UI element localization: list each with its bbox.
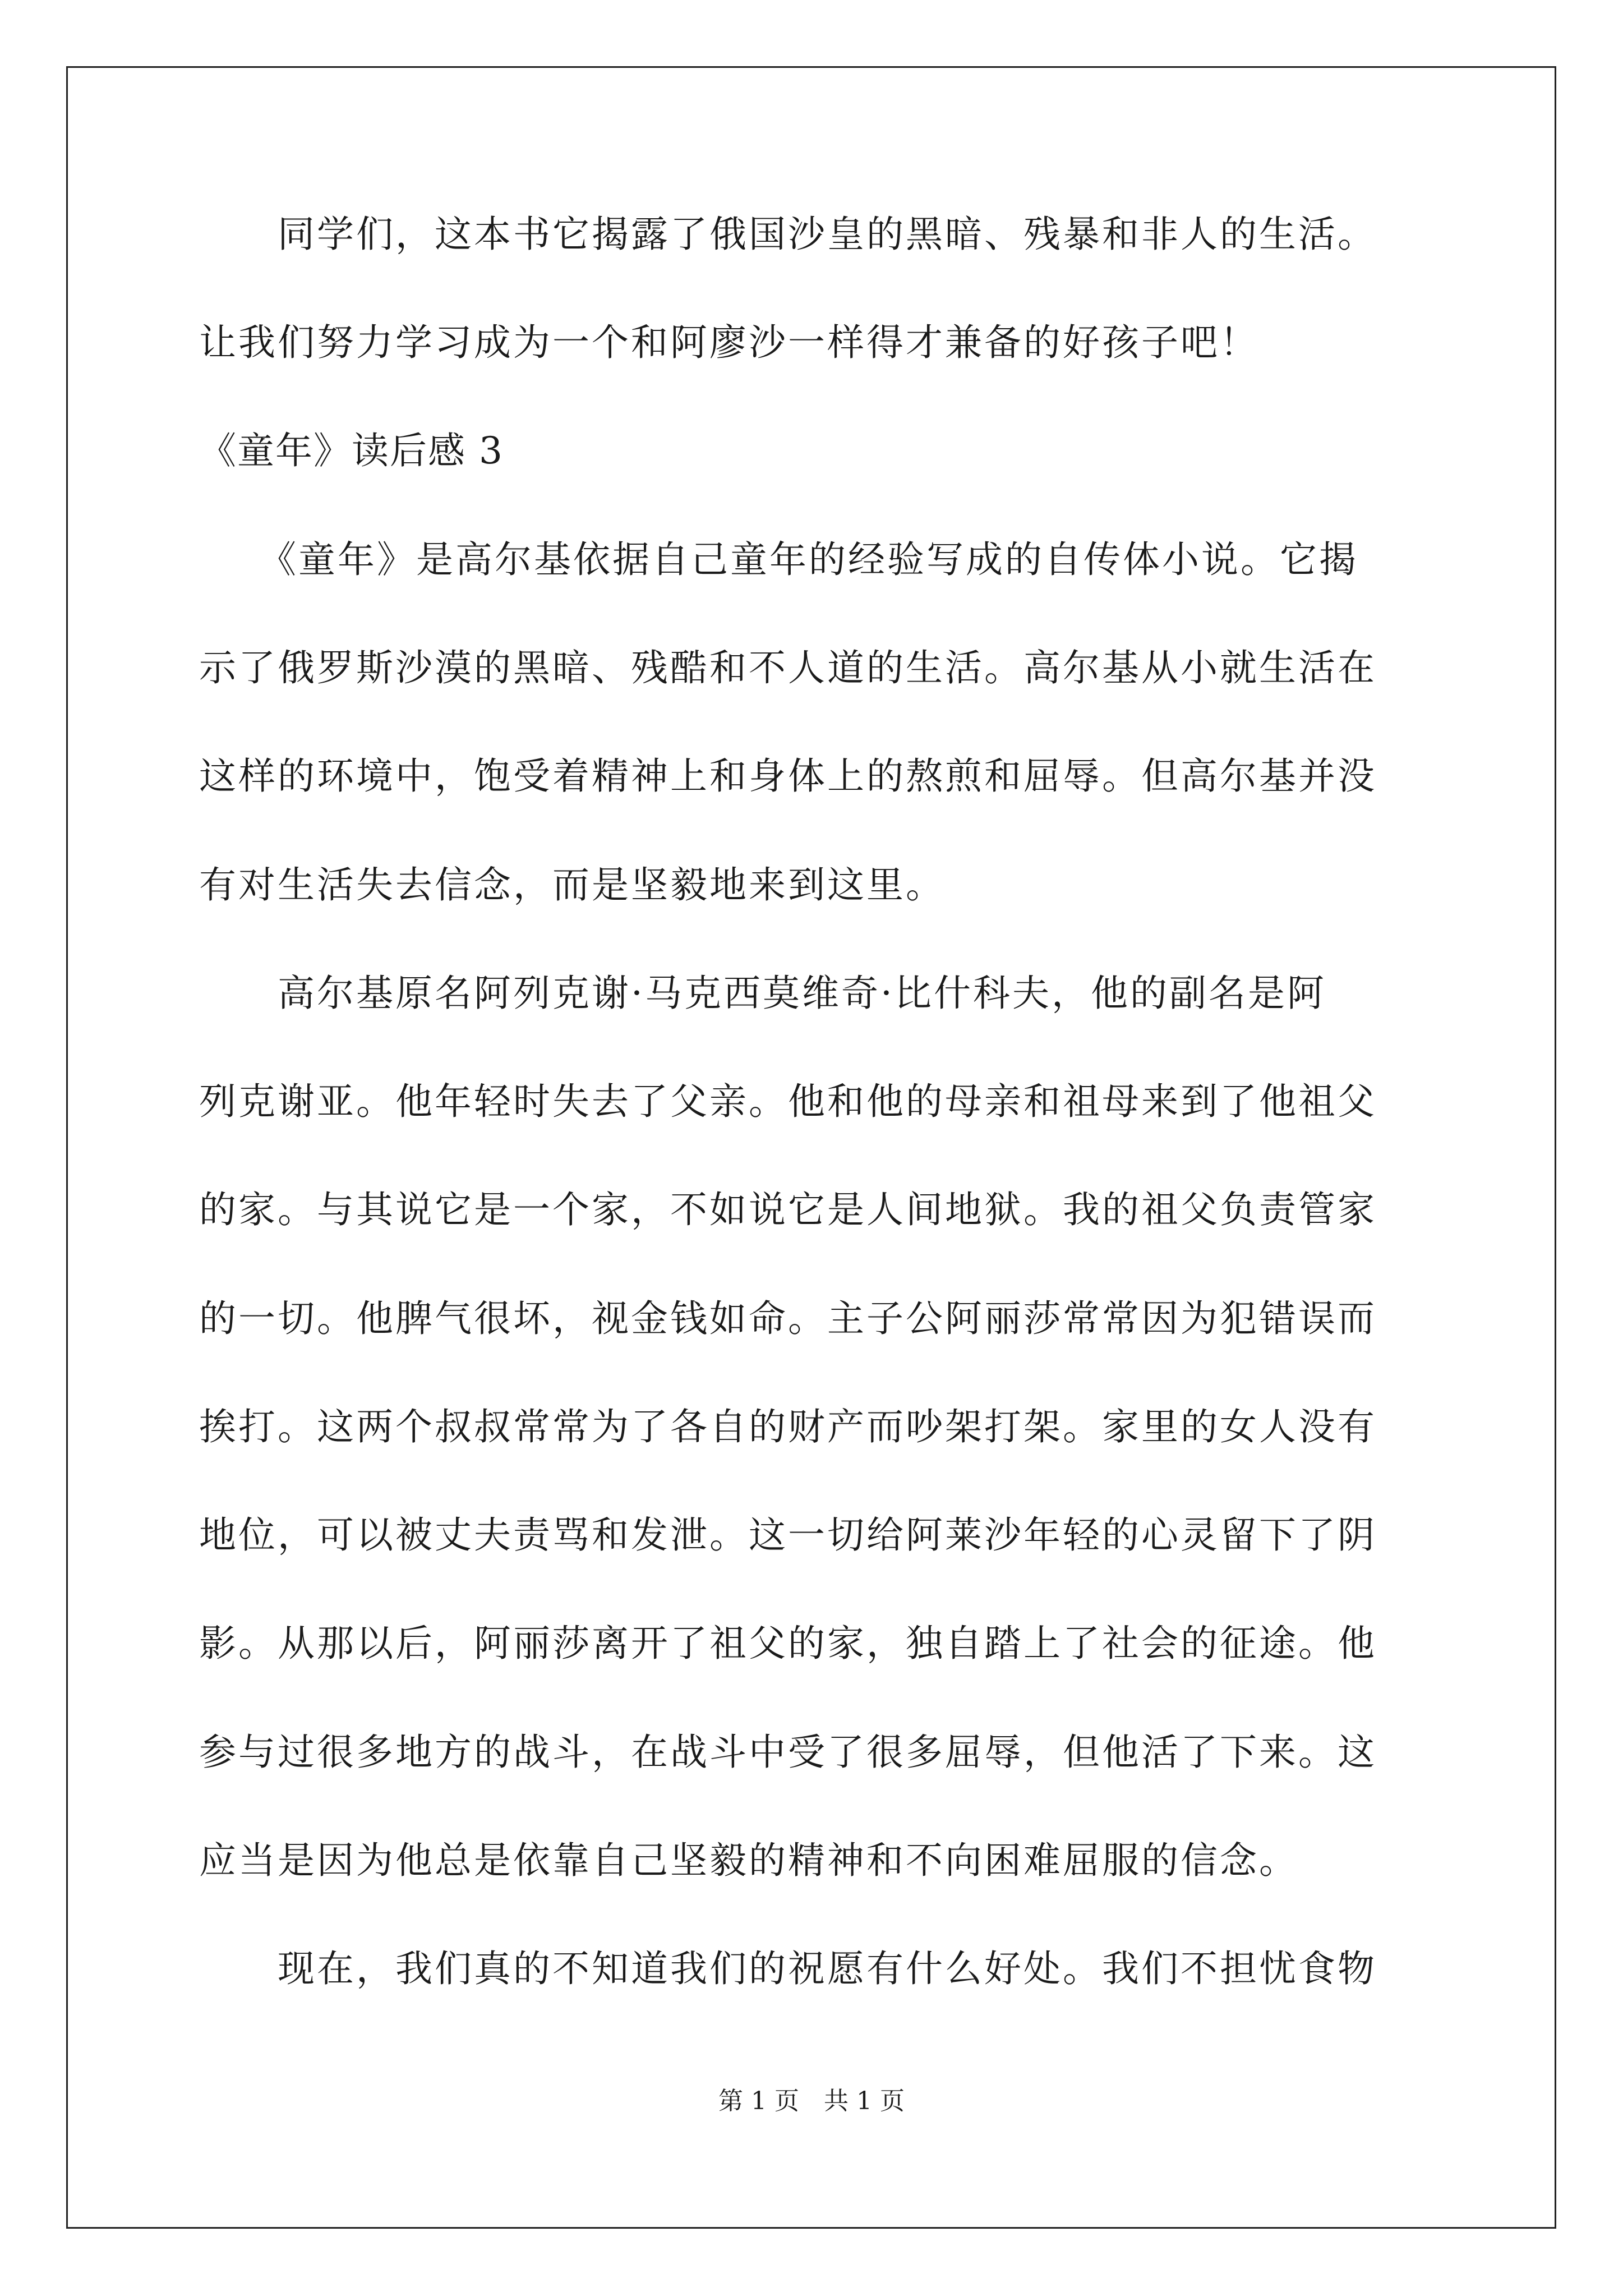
text-line-11: 的一切。他脾气很坏，视金钱如命。主子公阿丽莎常常因为犯错误而 — [199, 1297, 1377, 1340]
text-line-13: 地位，可以被丈夫责骂和发泄。这一切给阿莱沙年轻的心灵留下了阴 — [199, 1513, 1377, 1557]
text-line-17: 现在，我们真的不知道我们的祝愿有什么好处。我们不担忧食物 — [199, 1947, 1377, 1990]
text-line-8: 高尔基原名阿列克谢·马克西莫维奇·比什科夫，他的副名是阿 — [199, 972, 1326, 1015]
text-line-9: 列克谢亚。他年轻时失去了父亲。他和他的母亲和祖母来到了他祖父 — [199, 1080, 1377, 1123]
text-line-16: 应当是因为他总是依靠自己坚毅的精神和不向困难屈服的信念。 — [199, 1839, 1298, 1882]
text-line-10: 的家。与其说它是一个家，不如说它是人间地狱。我的祖父负责管家 — [199, 1188, 1377, 1231]
text-line-5: 示了俄罗斯沙漠的黑暗、残酷和不人道的生活。高尔基从小就生活在 — [199, 646, 1377, 689]
text-line-14: 影。从那以后，阿丽莎离开了祖父的家，独自踏上了社会的征途。他 — [199, 1622, 1377, 1665]
page-border — [66, 66, 1556, 2229]
text-line-7: 有对生活失去信念，而是坚毅地来到这里。 — [199, 863, 945, 907]
text-line-4: 《童年》是高尔基依据自己童年的经验写成的自传体小说。它揭 — [199, 538, 1358, 581]
section-heading: 《童年》读后感 3 — [199, 429, 504, 472]
text-line-12: 挨打。这两个叔叔常常为了各自的财产而吵架打架。家里的女人没有 — [199, 1405, 1377, 1448]
page-footer: 第 1 页 共 1 页 — [718, 2087, 905, 2115]
text-line-1: 同学们，这本书它揭露了俄国沙皇的黑暗、残暴和非人的生活。 — [199, 213, 1377, 256]
text-line-6: 这样的环境中，饱受着精神上和身体上的熬煎和屈辱。但高尔基并没 — [199, 754, 1377, 798]
text-line-15: 参与过很多地方的战斗，在战斗中受了很多屈辱，但他活了下来。这 — [199, 1731, 1377, 1774]
text-line-2: 让我们努力学习成为一个和阿廖沙一样得才兼备的好孩子吧！ — [199, 321, 1259, 364]
